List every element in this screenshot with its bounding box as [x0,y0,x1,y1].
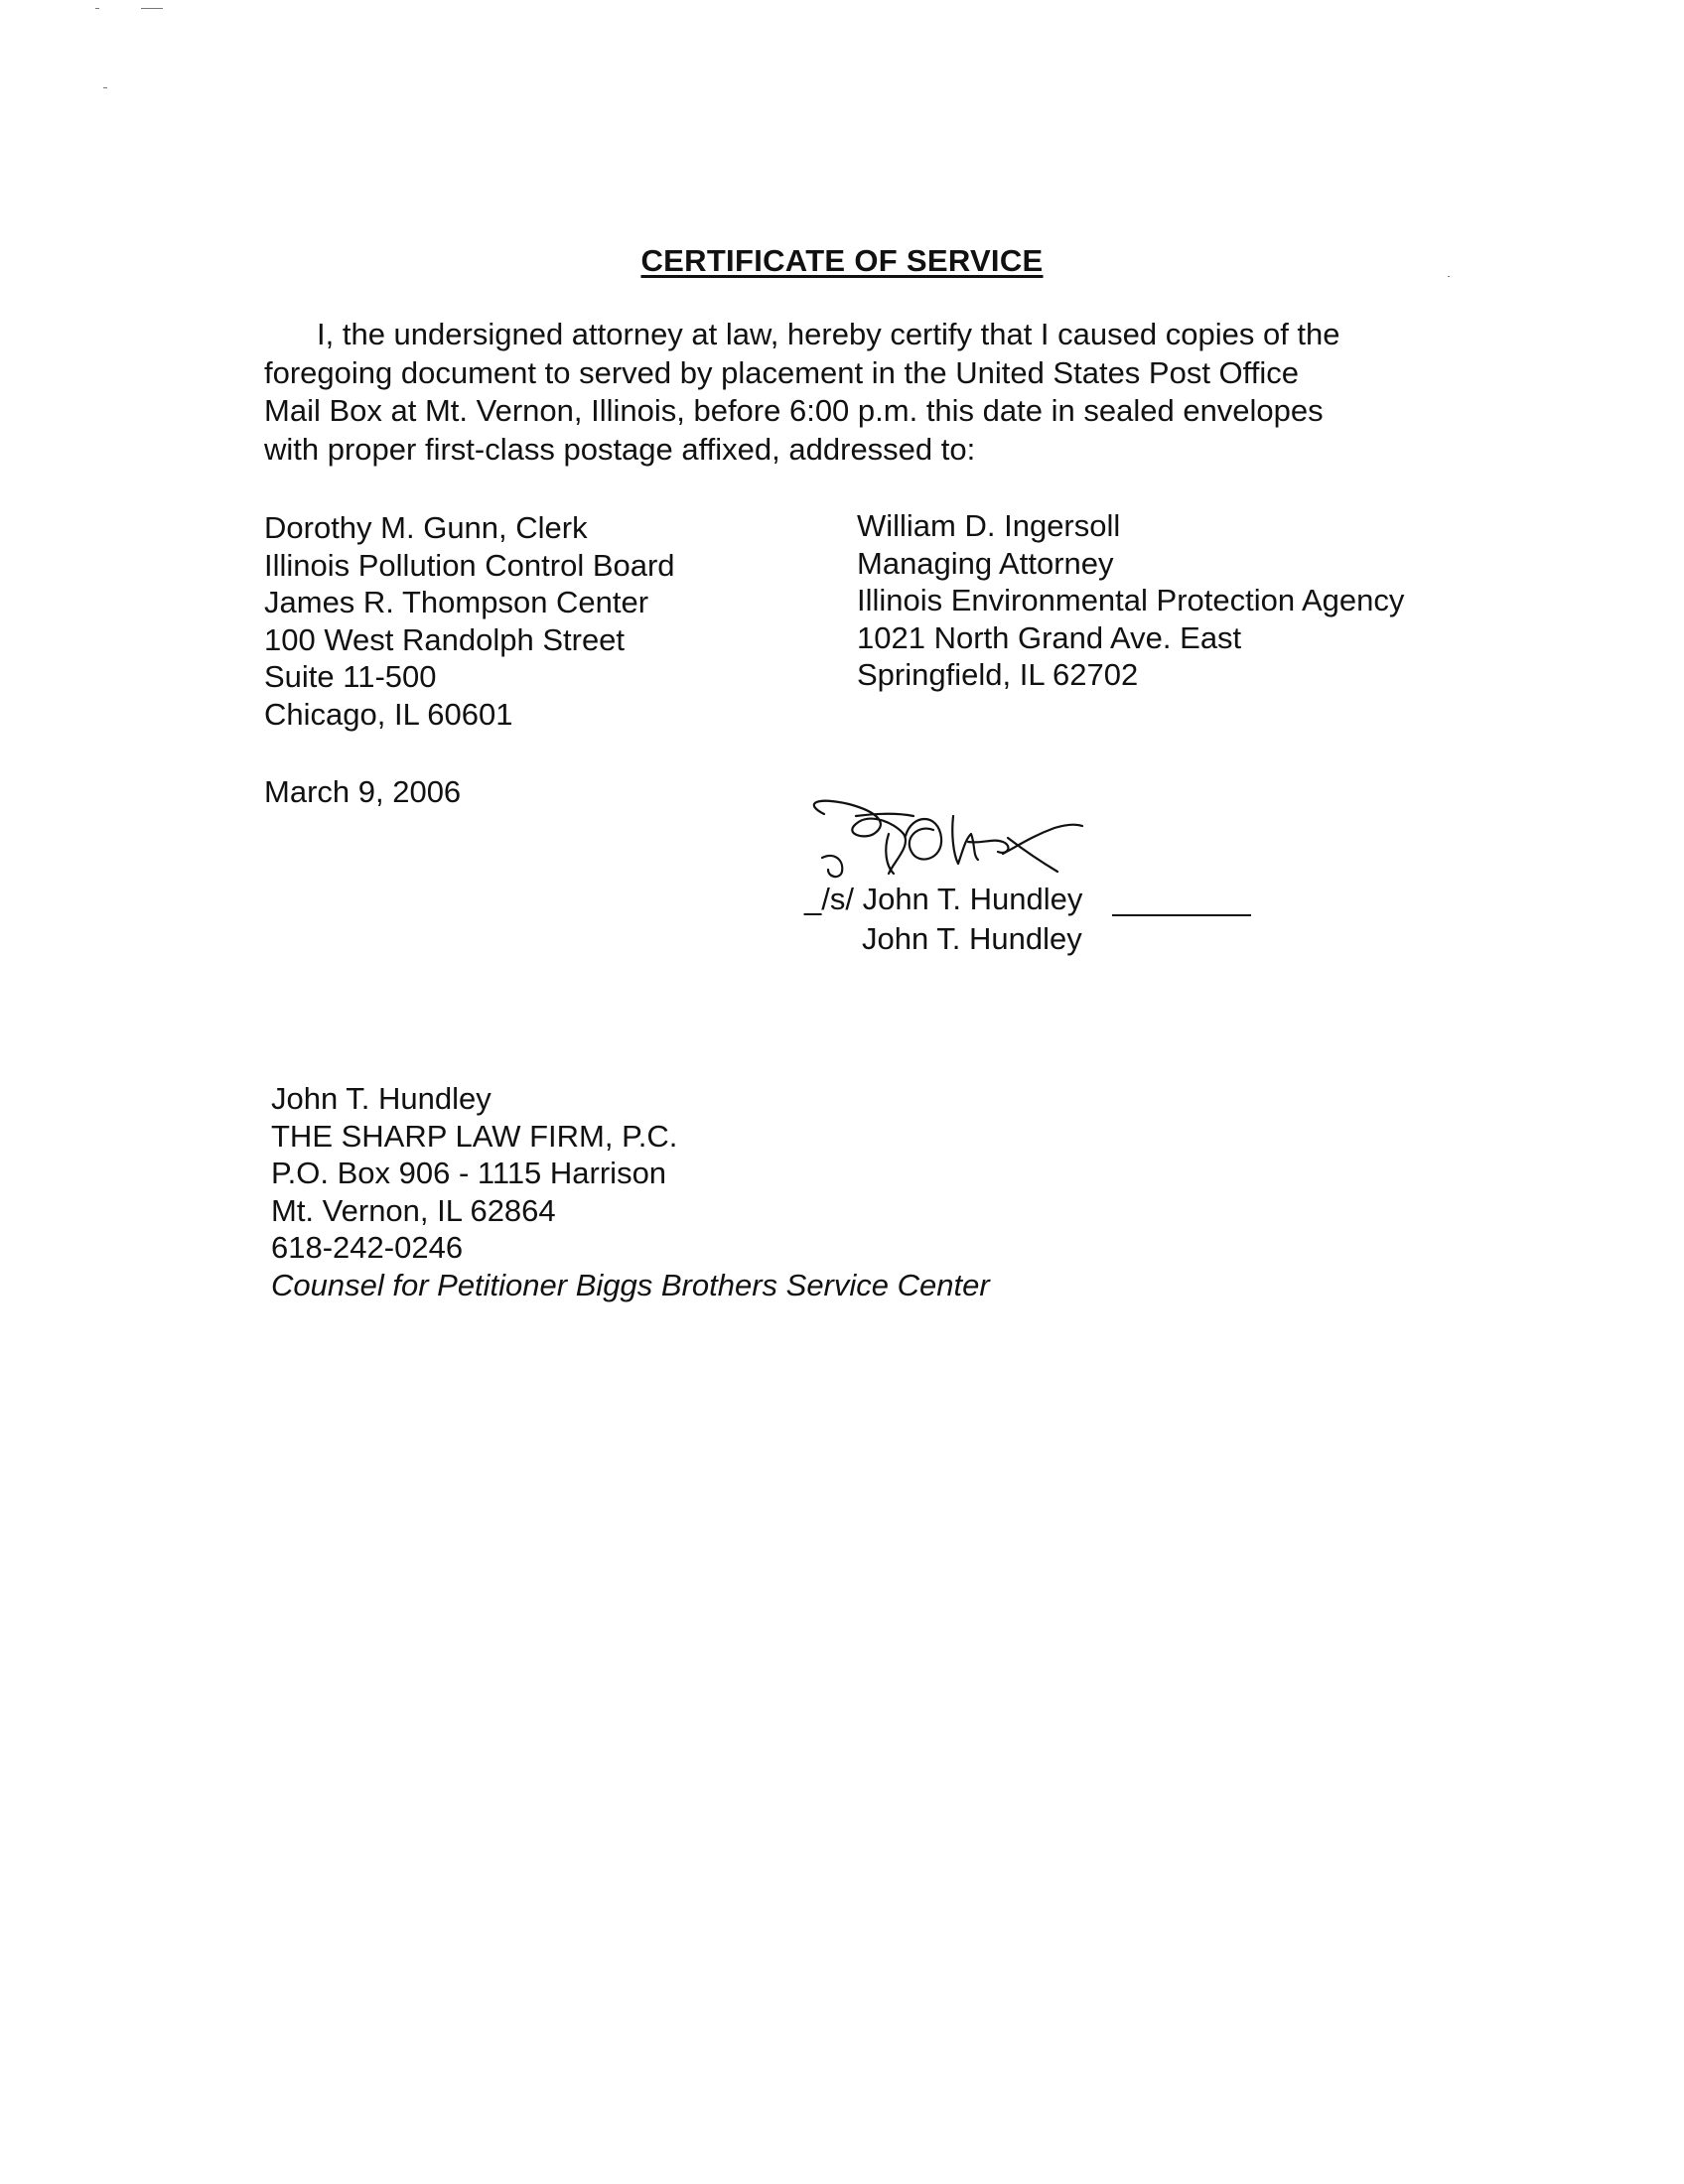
scan-artifact [95,8,99,9]
signature-underline [1112,914,1251,916]
paragraph-line: foregoing document to served by placement in the United States Post Office [264,354,1299,390]
recipient-address-right [857,507,1404,694]
address-line: Managing Attorney [857,545,1114,581]
signer-name: John T. Hundley [862,921,1082,956]
counsel-block [271,1080,990,1303]
paragraph-line: with proper first-class postage affixed, addressed to: [264,431,976,467]
certification-paragraph [264,316,1436,469]
paragraph-line: Mail Box at Mt. Vernon, Illinois, before 6:00 p.m. this date in sealed envelopes [264,393,1324,428]
signature-line-text: _/s/ John T. Hundley [804,882,1083,916]
signature-block [794,794,1291,973]
address-line: 1021 North Grand Ave. East [857,619,1242,655]
counsel-line: THE SHARP LAW FIRM, P.C. [271,1118,678,1154]
address-line: Suite 11-500 [264,659,437,694]
address-line: Springfield, IL 62702 [857,657,1139,692]
recipient-address-left [264,509,675,733]
address-line: Illinois Pollution Control Board [264,547,675,583]
address-line: Illinois Environmental Protection Agency [857,583,1405,617]
scan-artifact [141,8,163,9]
address-line: Dorothy M. Gunn, Clerk [264,510,588,545]
paragraph-line: I, the undersigned attorney at law, hereby certify that I caused copies of the [317,317,1340,351]
address-line: 100 West Randolph Street [264,621,626,657]
address-line: Chicago, IL 60601 [264,696,513,732]
scan-artifact [103,87,107,88]
counsel-role: Counsel for Petitioner Biggs Brothers Service Center [271,1267,990,1302]
counsel-line: John T. Hundley [271,1081,491,1116]
document-title: CERTIFICATE OF SERVICE [640,243,1044,278]
counsel-line: P.O. Box 906 - 1115 Harrison [271,1156,667,1190]
counsel-line: 618-242-0246 [271,1230,464,1265]
address-line: James R. Thompson Center [264,585,649,619]
address-line: William D. Ingersoll [857,508,1121,543]
document-date: March 9, 2006 [264,774,462,809]
counsel-line: Mt. Vernon, IL 62864 [271,1192,556,1228]
